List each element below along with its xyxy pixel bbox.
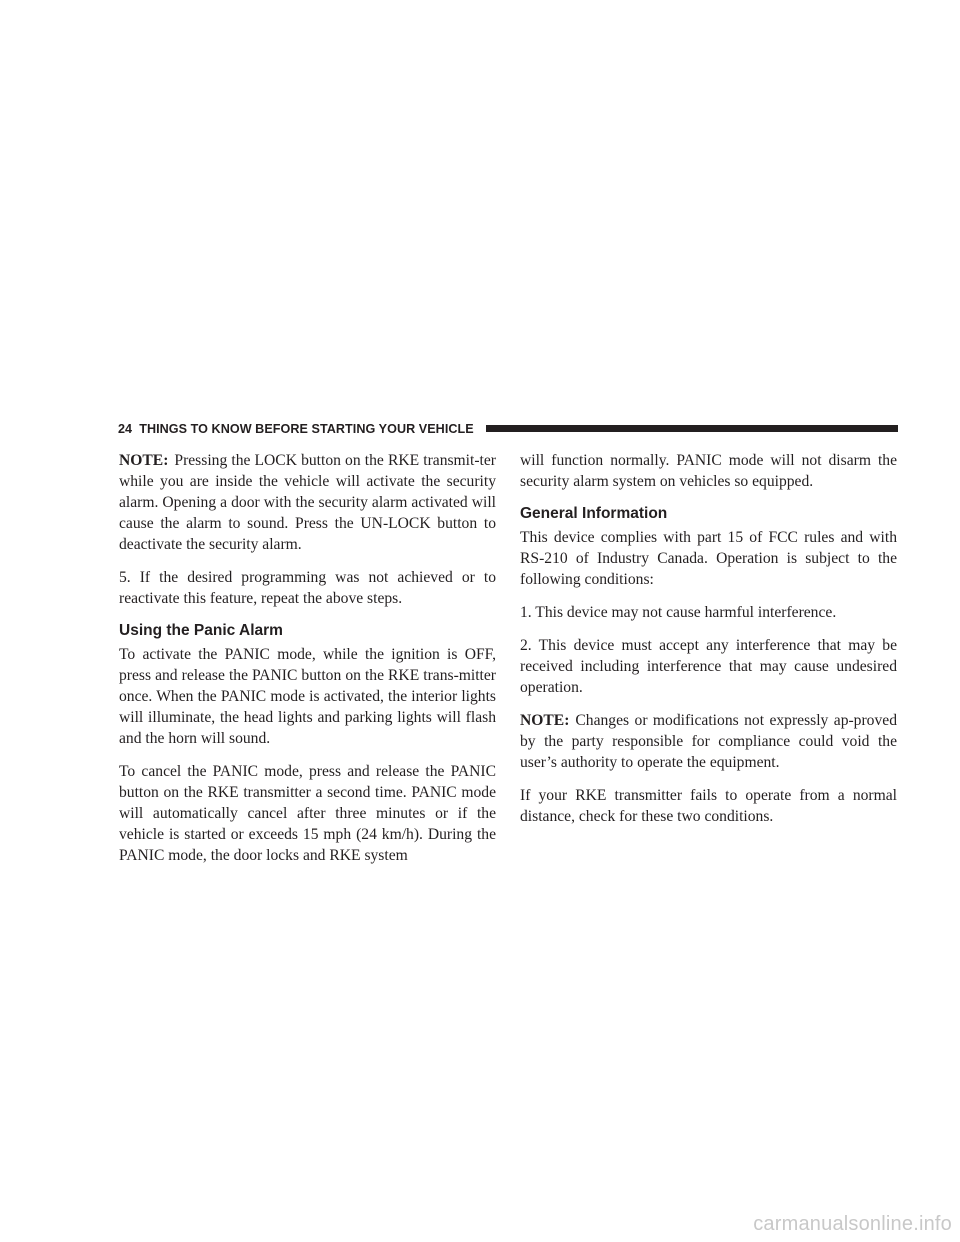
section-title: THINGS TO KNOW BEFORE STARTING YOUR VEHICLE bbox=[139, 422, 474, 436]
panic-activate-paragraph: To activate the PANIC mode, while the ignition is OFF, press and release the PANIC button on the RKE trans-mitter once. When the PANIC mode is activated, the interior lights will illuminate, the head lights and parking lights will flash and the horn will sound. bbox=[119, 646, 496, 747]
note-label: NOTE: bbox=[119, 452, 169, 469]
note-text: Pressing the LOCK button on the RKE transmit-ter while you are inside the vehicle will activate the security alarm. Opening a door with the security alarm activated will cause the alarm to sound. Press the UN-LOCK button to deactivate the security alarm. bbox=[119, 452, 496, 553]
panic-cancel-paragraph: To cancel the PANIC mode, press and release the PANIC button on the RKE transmitter a second time. PANIC mode will automatically cancel after three minutes or if the vehicle is started or exceeds 15 mph (24 km/h). During the PANIC mode, the door locks and RKE system bbox=[119, 763, 496, 864]
note-text-2: Changes or modifications not expressly ap-proved by the party responsible for compliance could void the user’s authority to operate the equipment. bbox=[520, 712, 897, 771]
header-rule bbox=[486, 425, 898, 432]
right-column bbox=[520, 450, 897, 839]
left-column bbox=[119, 450, 496, 878]
page-header bbox=[118, 420, 898, 438]
note-label-2: NOTE: bbox=[520, 712, 570, 729]
header-text bbox=[118, 420, 474, 438]
page-number: 24 bbox=[118, 422, 133, 436]
condition-2: 2. This device must accept any interference that may be received including interference that may cause undesired operation. bbox=[520, 637, 897, 696]
condition-1: 1. This device may not cause harmful interference. bbox=[520, 604, 837, 621]
fcc-paragraph: This device complies with part 15 of FCC rules and with RS-210 of Industry Canada. Operation is subject to the following conditions: bbox=[520, 529, 897, 588]
continuation-paragraph: will function normally. PANIC mode will not disarm the security alarm system on vehicles so equipped. bbox=[520, 452, 897, 490]
final-paragraph: If your RKE transmitter fails to operate from a normal distance, check for these two conditions. bbox=[520, 787, 897, 825]
note-paragraph bbox=[119, 450, 496, 555]
panic-alarm-heading: Using the Panic Alarm bbox=[119, 622, 283, 639]
step-5-paragraph: 5. If the desired programming was not achieved or to reactivate this feature, repeat the above steps. bbox=[119, 569, 496, 607]
note-paragraph-2 bbox=[520, 710, 897, 773]
watermark: carmanualsonline.info bbox=[753, 1213, 952, 1235]
general-information-heading: General Information bbox=[520, 505, 668, 522]
